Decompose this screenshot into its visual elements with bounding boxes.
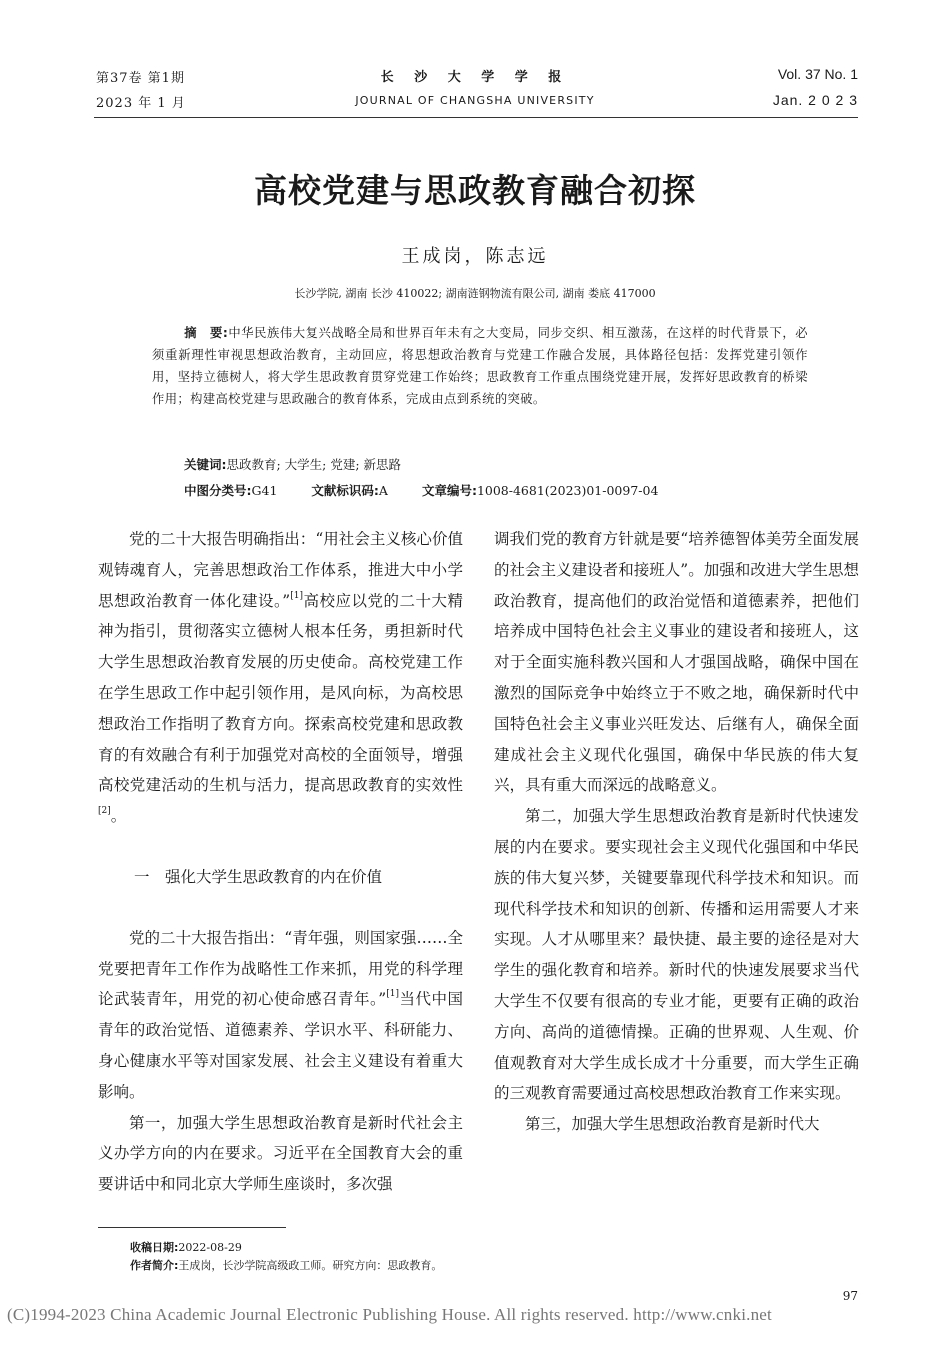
- paragraph: 第二，加强大学生思想政治教育是新时代快速发展的内在要求。要实现社会主义现代化强国和中华民族的伟大复兴梦，关键要靠现代科学技术和知识。而现代科学技术和知识的创新、传播和运用需要人才来实现。人才从哪里来？最快捷、最主要的途径是对大学生的强化教育和培养。新时代的快速发展要求当代大学生不仅要有很高的专业才能，更要有正确的政治方向、高尚的道德情操。正确的世界观、人生观、价值观教育对大学生成长成才十分重要，而大学生正确的三观教育需要通过高校思想政治教育工作来实现。: [494, 807, 859, 1103]
- doc-code-value: A: [378, 483, 388, 498]
- received-label: 收稿日期:: [130, 1241, 179, 1254]
- abstract-label: 摘 要:: [184, 326, 229, 340]
- journal-name-en: JOURNAL OF CHANGSHA UNIVERSITY: [355, 94, 595, 107]
- paragraph: 调我们党的教育方针就是要“培养德智体美劳全面发展的社会主义建设者和接班人”。加强和改进大学生思想政治教育，提高他们的政治觉悟和道德素养，把他们培养成中国特色社会主义事业的建设者和接班人，这对于全面实施科教兴国和人才强国战略，确保中国在激烈的国际竞争中始终立于不败之地，确保新时代中国特色社会主义事业兴旺发达、后继有人，确保全面建成社会主义现代化强国，确保中华民族的伟大复兴，具有重大而深远的战略意义。: [494, 530, 859, 795]
- keywords-text: 思政教育; 大学生; 党建; 新思路: [226, 457, 402, 472]
- journal-name-cn: 长 沙 大 学 学 报: [380, 70, 570, 85]
- keywords-label: 关键词:: [184, 457, 227, 472]
- clc-label: 中图分类号:: [184, 483, 252, 498]
- volume-issue-cn: 第37卷 第1期: [96, 71, 185, 86]
- author-bio-text: 王成岗，长沙学院高级政工师。研究方向：思政教育。: [178, 1259, 443, 1272]
- paragraph: 党的二十大报告明确指出：“用社会主义核心价值观铸魂育人，完善思想政治工作体系，推进大中小学思想政治教育一体化建设。”[1]高校应以党的二十大精神为指引，贯彻落实立德树人根本任务，勇担新时代大学生思想政治教育发展的历史使命。高校党建工作在学生思政工作中起引领作用，是风向标，为高校思想政治工作指明了教育方向。探索高校党建和思政教育的有效融合有利于加强党对高校的全面领导，增强高校党建活动的生机与活力，提高思政教育的实效性[2]。: [98, 530, 463, 826]
- doc-code-label: 文献标识码:: [311, 483, 379, 498]
- author-bio: [130, 1257, 442, 1273]
- body-right-column: [494, 524, 859, 1140]
- abstract: [152, 322, 808, 410]
- classification: [184, 481, 658, 499]
- keywords: [184, 455, 401, 473]
- date-cn: 2023 年 1 月: [96, 96, 186, 111]
- affiliation: 长沙学院, 湖南 长沙 410022; 湖南涟钢物流有限公司, 湖南 娄底 417000: [294, 287, 656, 300]
- section-heading: 一 强化大学生思政教育的内在价值: [134, 867, 383, 886]
- abstract-text: 中华民族伟大复兴战略全局和世界百年未有之大变局，同步交织、相互激荡，在这样的时代背景下，必须重新理性审视思想政治教育，主动回应，将思想政治教育与党建工作融合发展，具体路径包括：发挥党建引领作用，坚持立德树人，将大学生思政教育贯穿党建工作始终；思政教育工作重点围绕党建开展，发挥好思政教育的桥梁作用；构建高校党建与思政融合的教育体系，完成由点到系统的突破。: [152, 326, 808, 406]
- paragraph: 第一，加强大学生思想政治教育是新时代社会主义办学方向的内在要求。习近平在全国教育大会的重要讲话中和同北京大学师生座谈时，多次强: [98, 1113, 463, 1194]
- footnote-rule: [98, 1227, 286, 1228]
- citation-ref: [2]: [98, 806, 111, 817]
- received-value: 2022-08-29: [178, 1241, 242, 1254]
- author-bio-label: 作者简介:: [130, 1259, 179, 1272]
- authors: 王成岗，陈志远: [401, 246, 549, 267]
- article-number-value: 1008-4681(2023)01-0097-04: [476, 483, 659, 498]
- article-title: 高校党建与思政教育融合初探: [254, 171, 696, 210]
- received-date: [130, 1239, 242, 1255]
- body-left-column: [98, 524, 463, 1200]
- citation-ref: [1]: [290, 590, 303, 601]
- copyright-notice: (C)1994-2023 China Academic Journal Electronic Publishing House. All rights reserved. http://www.cnki.net: [7, 1305, 772, 1324]
- paragraph: 党的二十大报告指出：“青年强，则国家强……全党要把青年工作作为战略性工作来抓，用党的科学理论武装青年，用党的初心使命感召青年。”[1]当代中国青年的政治觉悟、道德素养、学识水平、科研能力、身心健康水平等对国家发展、社会主义建设有着重大影响。: [98, 928, 463, 1101]
- volume-issue-en: Vol. 37 No. 1: [777, 66, 858, 82]
- clc-value: G41: [251, 483, 278, 498]
- header-rule: [94, 117, 858, 118]
- date-en: Jan. 2 0 2 3: [772, 92, 858, 108]
- citation-ref: [1]: [386, 989, 399, 1000]
- article-number-label: 文章编号:: [421, 483, 477, 498]
- page-number: 97: [842, 1289, 858, 1303]
- paragraph: 第三，加强大学生思想政治教育是新时代大: [525, 1115, 820, 1134]
